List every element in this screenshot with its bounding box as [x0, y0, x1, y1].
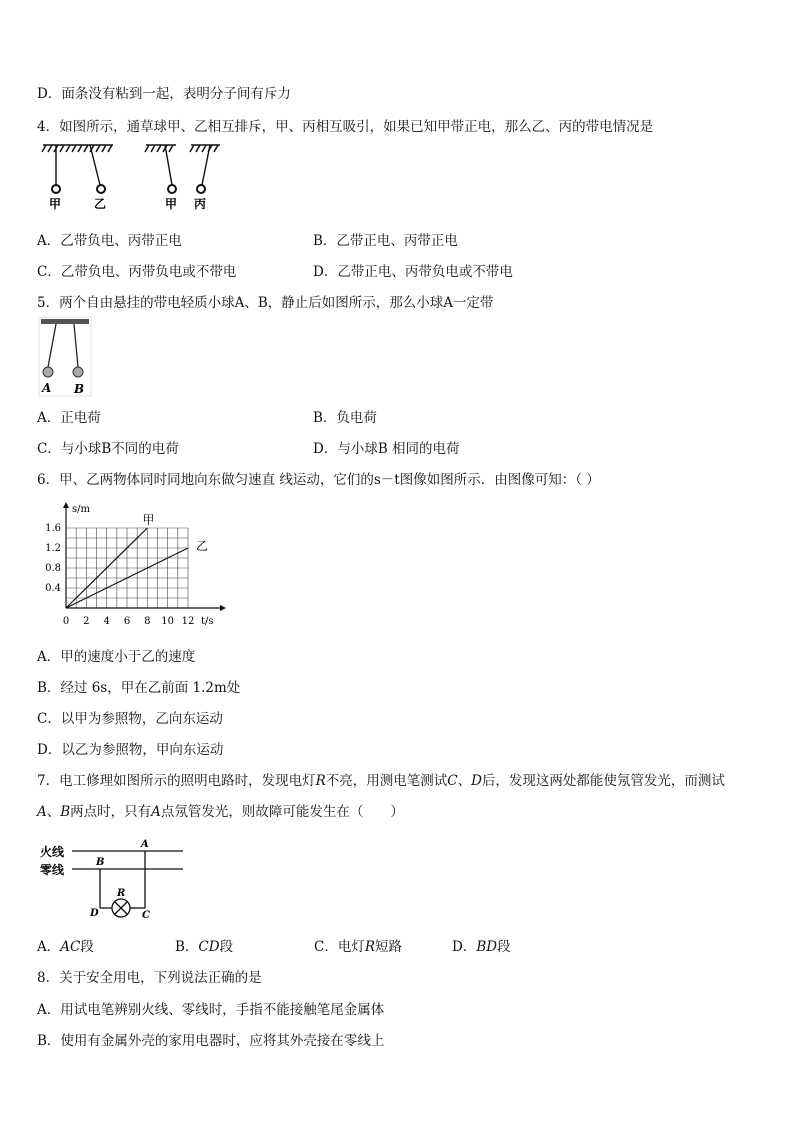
thread-jia-2 [165, 145, 172, 185]
thread-a [48, 324, 56, 367]
x-axis-label: t/s [201, 616, 214, 627]
series-label-1: 甲 [142, 513, 155, 527]
st-chart [38, 500, 228, 630]
y-tick-label: 1.6 [45, 523, 61, 534]
label-live-wire: 火线 [40, 845, 65, 859]
q7-opt-text: 段 [497, 939, 511, 955]
q4-option-b: B．乙带正电、丙带正电 [313, 233, 458, 249]
q7-option-d [452, 935, 511, 955]
q7-stem-line2 [37, 800, 404, 820]
q7-text: 、 [46, 804, 61, 820]
q4-stem: 4．如图所示，通草球甲、乙相互排斥，甲、丙相互吸引，如果已知甲带正电，那么乙、丙的带电情况是 [37, 119, 654, 135]
q7-opt-text: 短路 [375, 939, 403, 955]
q7-text: 后，发现这两处都能使氖管发光，而测试 [481, 773, 725, 789]
q8-option-b: B．使用有金属外壳的家用电器时，应将其外壳接在零线上 [37, 1033, 385, 1049]
q7-opt-text: B． [175, 939, 199, 955]
q8-stem: 8．关于安全用电，下列说法正确的是 [37, 970, 262, 986]
q7-var-b: B [60, 804, 71, 820]
q7-option-b [175, 935, 233, 955]
ball-jia-2 [168, 185, 176, 193]
label-yi: 乙 [94, 197, 107, 211]
ball-b [73, 367, 83, 377]
chart-grid [66, 528, 188, 608]
label-r: R [117, 888, 126, 899]
point-b: B [96, 857, 105, 868]
q7-opt-text: A． [37, 939, 61, 955]
q6-option-d: D．以乙为参照物，甲向东运动 [37, 742, 224, 758]
label-a: A [42, 381, 52, 395]
x-tick-label: 2 [83, 616, 90, 627]
q7-var-c: C [447, 773, 458, 789]
x-tick-label: 12 [181, 616, 195, 627]
y-tick-label: 0.8 [45, 563, 61, 574]
point-c: C [142, 910, 150, 920]
q7-option-a [37, 935, 94, 955]
ball-a [43, 367, 53, 377]
x-tick-label: 10 [161, 616, 175, 627]
q7-text: 、 [457, 773, 472, 789]
x-axis-arrow [220, 605, 226, 611]
ceiling-bar [41, 319, 89, 324]
ceiling-middle [145, 145, 176, 152]
q6-stem: 6．甲、乙两物体同时同地向东做匀速直 线运动，它们的s－t图像如图所示．由图像可知：（ ） [37, 472, 600, 488]
q7-option-c [314, 935, 402, 955]
label-jia-1: 甲 [49, 197, 62, 211]
y-tick-label: 1.2 [45, 543, 61, 554]
q3-option-d: D．面条没有粘到一起，表明分子间有斥力 [37, 86, 291, 102]
q7-var-a: A [151, 804, 161, 820]
q7-text: 两点时，只有 [70, 804, 152, 820]
ball-bing [197, 185, 205, 193]
q7-opt-var: BD [476, 939, 498, 955]
x-tick-label: 6 [123, 616, 131, 627]
thread-b [74, 324, 78, 367]
q4-option-d: D．乙带正电、丙带负电或不带电 [313, 264, 513, 280]
q7-opt-text: D． [452, 939, 477, 955]
q5-figure [38, 316, 93, 398]
q5-option-b: B．负电荷 [313, 410, 377, 426]
label-jia-2: 甲 [165, 197, 178, 211]
x-tick-label: 0 [62, 616, 70, 627]
q7-opt-var: R [364, 939, 376, 955]
label-neutral-wire: 零线 [40, 863, 65, 877]
q7-text: 7．电工修理如图所示的照明电路时，发现电灯 [37, 773, 316, 789]
q7-text: 不亮，用测电笔测试 [325, 773, 448, 789]
q7-text: 点氖管发光，则故障可能发生在（ ） [160, 804, 404, 820]
q7-var-r: R [315, 773, 326, 789]
q7-opt-text: C．电灯 [314, 939, 365, 955]
q7-var-a: A [37, 804, 47, 820]
q6-option-a: A．甲的速度小于乙的速度 [37, 649, 196, 665]
q6-option-c: C．以甲为参照物，乙向东运动 [37, 711, 223, 727]
q4-option-c: C．乙带负电、丙带负电或不带电 [37, 264, 237, 280]
point-a: A [141, 839, 149, 850]
q5-stem: 5．两个自由悬挂的带电轻质小球A、B，静止后如图所示，那么小球A一定带 [37, 295, 494, 311]
y-axis-arrow [63, 502, 69, 508]
q4-figure [38, 140, 228, 215]
q7-stem-line1 [37, 769, 725, 789]
q6-option-b: B．经过 6s，甲在乙前面 1.2m处 [37, 680, 241, 696]
q7-opt-var: AC [60, 939, 81, 955]
q7-opt-text: 段 [80, 939, 94, 955]
q7-circuit-figure [38, 836, 188, 920]
x-tick-label: 8 [144, 616, 151, 627]
label-bing: 丙 [194, 197, 207, 211]
q5-option-c: C．与小球B不同的电荷 [37, 441, 179, 457]
ceiling-left [42, 145, 113, 152]
ceiling-right [190, 145, 220, 152]
q7-var-d: D [471, 773, 482, 789]
thread-yi [90, 145, 100, 185]
q7-opt-text: 段 [219, 939, 234, 955]
y-tick-label: 0.4 [45, 583, 61, 594]
q8-option-a: A．用试电笔辨别火线、零线时，手指不能接触笔尾金属体 [37, 1002, 385, 1018]
x-tick-label: 4 [103, 616, 110, 627]
point-d: D [90, 908, 99, 919]
series-label-2: 乙 [196, 539, 209, 553]
q4-option-a: A．乙带负电、丙带正电 [37, 233, 182, 249]
ball-jia-1 [52, 185, 60, 193]
q5-option-a: A．正电荷 [37, 410, 101, 426]
q7-opt-var: CD [198, 939, 220, 955]
q5-option-d: D．与小球B 相同的电荷 [313, 441, 460, 457]
ball-yi [97, 185, 105, 193]
label-b: B [74, 382, 85, 396]
y-axis-label: s/m [72, 504, 90, 515]
